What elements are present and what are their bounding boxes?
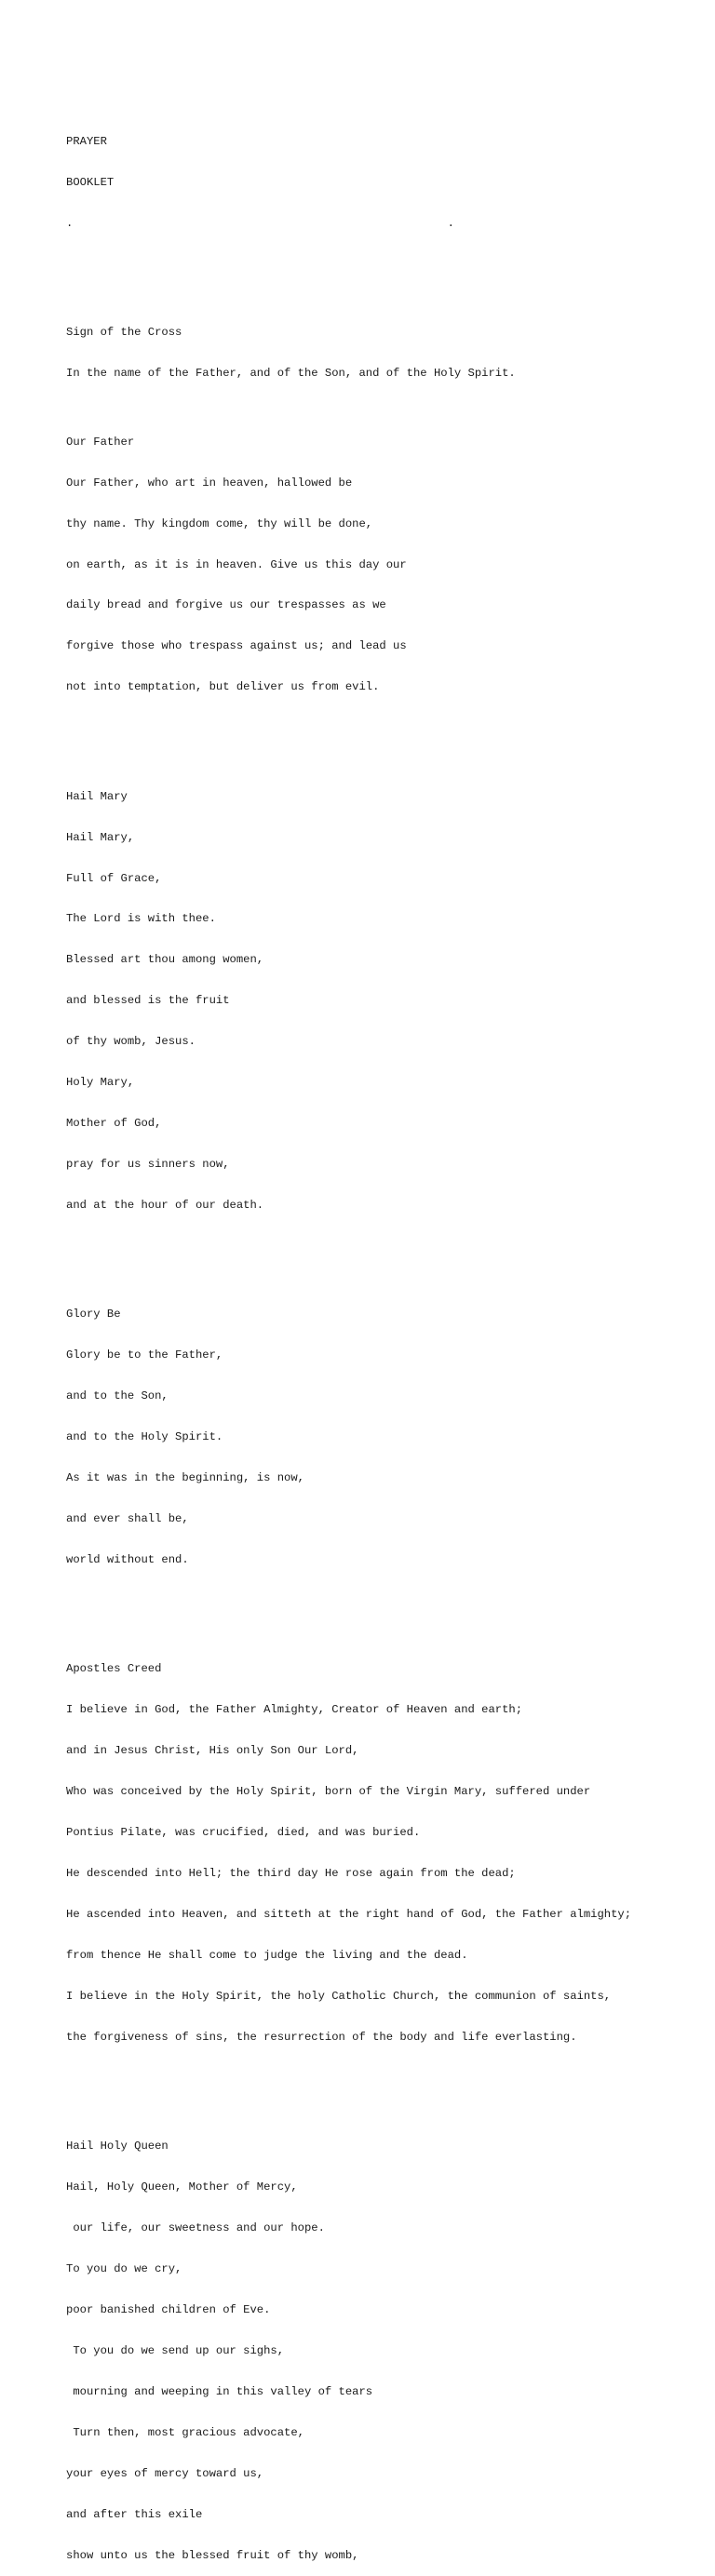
prayer-line: Holy Mary,: [66, 1076, 135, 1090]
prayer-line: and ever shall be,: [66, 1512, 189, 1526]
section-title-hail-holy-queen: Hail Holy Queen: [66, 2140, 169, 2153]
prayer-line: mourning and weeping in this valley of tears: [66, 2384, 373, 2398]
prayer-line: and after this exile: [66, 2507, 203, 2521]
section-title-hail-mary: Hail Mary: [66, 789, 128, 803]
blank-line: [66, 721, 708, 735]
prayer-line: Blessed art thou among women,: [66, 953, 264, 967]
prayer-line: on earth, as it is in heaven. Give us this day our: [66, 557, 407, 571]
dot-separator: . .: [66, 217, 454, 231]
prayer-line: poor banished children of Eve.: [66, 2302, 271, 2316]
prayer-line: not into temptation, but deliver us from evil.: [66, 680, 380, 694]
blank-line: [66, 258, 708, 272]
prayer-line: daily bread and forgive us our trespasses as we: [66, 598, 386, 612]
prayer-line: Hail, Holy Queen, Mother of Mercy,: [66, 2180, 298, 2194]
prayer-line: world without end.: [66, 1553, 189, 1567]
prayer-line: Glory be to the Father,: [66, 1348, 223, 1362]
prayer-line: The Lord is with thee.: [66, 912, 216, 926]
prayer-line: forgive those who trespass against us; and lead us: [66, 639, 407, 653]
booklet-title-line-1: PRAYER: [66, 135, 107, 149]
section-title-glory-be: Glory Be: [66, 1308, 121, 1322]
prayer-line: Pontius Pilate, was crucified, died, and was buried.: [66, 1826, 421, 1840]
booklet-title-line-2: BOOKLET: [66, 176, 115, 190]
blank-line: [66, 1594, 708, 1608]
prayer-line: the forgiveness of sins, the resurrection of the body and life everlasting.: [66, 2030, 577, 2044]
prayer-line: He descended into Hell; the third day He rose again from the dead;: [66, 1867, 516, 1881]
prayer-line: He ascended into Heaven, and sitteth at the right hand of God, the Father almighty;: [66, 1908, 632, 1921]
prayer-line: and to the Son,: [66, 1389, 169, 1403]
prayer-line: Our Father, who art in heaven, hallowed be: [66, 476, 353, 490]
prayer-line: and to the Holy Spirit.: [66, 1430, 223, 1444]
section-title-sign-of-the-cross: Sign of the Cross: [66, 326, 182, 340]
prayer-line: from thence He shall come to judge the living and the dead.: [66, 1948, 468, 1962]
blank-line: [66, 2072, 708, 2086]
prayer-line: and blessed is the fruit: [66, 994, 230, 1008]
prayer-line: As it was in the beginning, is now,: [66, 1471, 304, 1485]
prayer-line: Mother of God,: [66, 1117, 162, 1131]
prayer-line: show unto us the blessed fruit of thy womb,: [66, 2548, 359, 2562]
section-title-apostles-creed: Apostles Creed: [66, 1662, 162, 1676]
prayer-line: Full of Grace,: [66, 871, 162, 885]
prayer-line: and in Jesus Christ, His only Son Our Lord,: [66, 1744, 359, 1758]
prayer-line: I believe in God, the Father Almighty, Creator of Heaven and earth;: [66, 1703, 523, 1717]
prayer-line: thy name. Thy kingdom come, thy will be done,: [66, 517, 373, 530]
document-page: [66, 108, 708, 2576]
prayer-line: To you do we send up our sighs,: [66, 2343, 285, 2357]
prayer-line: your eyes of mercy toward us,: [66, 2466, 264, 2480]
prayer-line: pray for us sinners now,: [66, 1158, 230, 1172]
prayer-line: In the name of the Father, and of the Son, and of the Holy Spirit.: [66, 367, 516, 381]
prayer-line: and at the hour of our death.: [66, 1199, 264, 1213]
prayer-line: our life, our sweetness and our hope.: [66, 2220, 325, 2234]
section-title-our-father: Our Father: [66, 435, 135, 449]
blank-line: [66, 1240, 708, 1254]
prayer-line: Turn then, most gracious advocate,: [66, 2425, 304, 2439]
prayer-line: I believe in the Holy Spirit, the holy Catholic Church, the communion of saints,: [66, 1989, 612, 2003]
prayer-line: To you do we cry,: [66, 2261, 182, 2275]
prayer-line: Who was conceived by the Holy Spirit, born of the Virgin Mary, suffered under: [66, 1785, 591, 1799]
prayer-line: Hail Mary,: [66, 830, 135, 844]
prayer-line: of thy womb, Jesus.: [66, 1035, 196, 1049]
